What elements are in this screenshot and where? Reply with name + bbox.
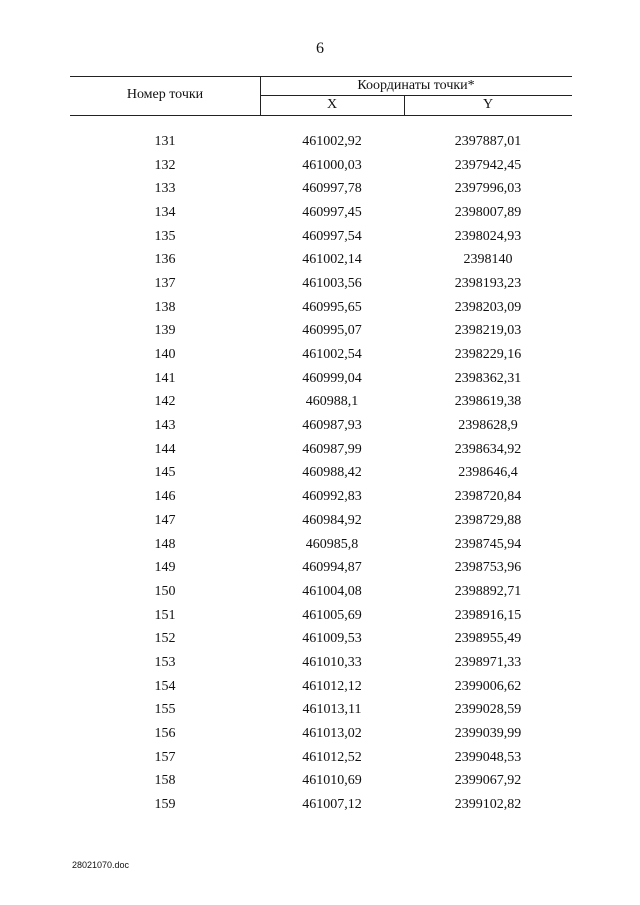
point-number-cell: 155 bbox=[154, 702, 176, 718]
y-coordinate-cell: 2397996,03 bbox=[454, 181, 522, 197]
y-coordinate-cell: 2399028,59 bbox=[454, 702, 522, 718]
y-coordinate-cell: 2398745,94 bbox=[454, 536, 522, 552]
x-coordinate-cell: 460987,99 bbox=[302, 441, 362, 457]
point-number-cell: 151 bbox=[154, 607, 176, 623]
x-coordinate-cell: 460997,54 bbox=[302, 228, 362, 244]
x-coordinate-cell: 461013,02 bbox=[302, 726, 362, 742]
header-bottom-rule bbox=[70, 115, 572, 116]
y-coordinate-cell: 2398203,09 bbox=[454, 299, 522, 315]
x-coordinate-cell: 461013,11 bbox=[302, 702, 362, 718]
x-coordinate-cell: 461002,14 bbox=[302, 252, 362, 268]
x-coordinate-cell: 460984,92 bbox=[302, 512, 362, 528]
y-coordinate-cell: 2398362,31 bbox=[454, 370, 522, 386]
point-number-cell: 139 bbox=[154, 323, 176, 339]
header-top-rule bbox=[70, 76, 572, 77]
y-coordinate-cell: 2397942,45 bbox=[454, 157, 522, 173]
point-number-cell: 141 bbox=[154, 370, 176, 386]
point-number-cell: 146 bbox=[154, 489, 176, 505]
table-row bbox=[70, 651, 572, 675]
y-coordinate-cell: 2398229,16 bbox=[454, 347, 522, 363]
table-row bbox=[70, 533, 572, 557]
x-coordinate-cell: 460988,1 bbox=[305, 394, 359, 410]
point-number-cell: 154 bbox=[154, 678, 176, 694]
point-number-cell: 159 bbox=[154, 797, 176, 813]
table-row bbox=[70, 556, 572, 580]
y-coordinate-cell: 2398892,71 bbox=[454, 583, 522, 599]
y-coordinate-cell: 2398916,15 bbox=[454, 607, 522, 623]
point-number-cell: 153 bbox=[154, 654, 176, 670]
point-number-header: Номер точки bbox=[126, 87, 204, 102]
table-row bbox=[70, 130, 572, 154]
x-coordinate-cell: 460997,45 bbox=[302, 204, 362, 220]
point-number-cell: 132 bbox=[154, 157, 176, 173]
x-coordinate-cell: 460999,04 bbox=[302, 370, 362, 386]
table-header bbox=[70, 76, 572, 116]
table-row bbox=[70, 320, 572, 344]
y-coordinate-cell: 2399067,92 bbox=[454, 773, 522, 789]
point-number-cell: 147 bbox=[154, 512, 176, 528]
y-coordinate-cell: 2398729,88 bbox=[454, 512, 522, 528]
x-coordinate-cell: 461009,53 bbox=[302, 631, 362, 647]
point-number-cell: 136 bbox=[154, 252, 176, 268]
point-number-cell: 148 bbox=[154, 536, 176, 552]
y-coordinate-cell: 2398971,33 bbox=[454, 654, 522, 670]
table-row bbox=[70, 462, 572, 486]
x-coordinate-cell: 460988,42 bbox=[302, 465, 362, 481]
table-row bbox=[70, 367, 572, 391]
y-coordinate-cell: 2398219,03 bbox=[454, 323, 522, 339]
coordinates-table-body bbox=[70, 130, 572, 817]
x-coordinate-cell: 460994,87 bbox=[302, 560, 362, 576]
table-row bbox=[70, 770, 572, 794]
point-number-cell: 152 bbox=[154, 631, 176, 647]
table-row bbox=[70, 722, 572, 746]
y-coordinate-cell: 2398193,23 bbox=[454, 275, 522, 291]
x-header: X bbox=[326, 97, 338, 112]
x-coordinate-cell: 460985,8 bbox=[305, 536, 359, 552]
x-coordinate-cell: 460992,83 bbox=[302, 489, 362, 505]
point-number-cell: 134 bbox=[154, 204, 176, 220]
point-number-cell: 150 bbox=[154, 583, 176, 599]
table-row bbox=[70, 201, 572, 225]
y-header: Y bbox=[482, 97, 494, 112]
x-coordinate-cell: 460995,65 bbox=[302, 299, 362, 315]
x-coordinate-cell: 460987,93 bbox=[302, 418, 362, 434]
y-coordinate-cell: 2399102,82 bbox=[454, 797, 522, 813]
y-coordinate-cell: 2398753,96 bbox=[454, 560, 522, 576]
page-number: 6 bbox=[316, 40, 324, 57]
table-row bbox=[70, 793, 572, 817]
coordinates-header: Координаты точки* bbox=[357, 78, 475, 93]
table-row bbox=[70, 699, 572, 723]
y-coordinate-cell: 2398634,92 bbox=[454, 441, 522, 457]
table-row bbox=[70, 272, 572, 296]
x-coordinate-cell: 461002,92 bbox=[302, 133, 362, 149]
table-row bbox=[70, 485, 572, 509]
y-coordinate-cell: 2397887,01 bbox=[454, 133, 522, 149]
point-number-cell: 135 bbox=[154, 228, 176, 244]
x-coordinate-cell: 461012,52 bbox=[302, 749, 362, 765]
point-number-cell: 158 bbox=[154, 773, 176, 789]
x-coordinate-cell: 461002,54 bbox=[302, 347, 362, 363]
point-number-cell: 137 bbox=[154, 275, 176, 291]
point-number-cell: 143 bbox=[154, 418, 176, 434]
point-number-cell: 144 bbox=[154, 441, 176, 457]
file-name-footer: 28021070.doc bbox=[72, 860, 130, 870]
point-number-cell: 142 bbox=[154, 394, 176, 410]
y-coordinate-cell: 2398619,38 bbox=[454, 394, 522, 410]
x-coordinate-cell: 461012,12 bbox=[302, 678, 362, 694]
table-row bbox=[70, 627, 572, 651]
x-coordinate-cell: 460995,07 bbox=[302, 323, 362, 339]
y-coordinate-cell: 2399039,99 bbox=[454, 726, 522, 742]
point-number-cell: 131 bbox=[154, 133, 176, 149]
table-row bbox=[70, 509, 572, 533]
table-row bbox=[70, 438, 572, 462]
table-row bbox=[70, 675, 572, 699]
x-coordinate-cell: 461007,12 bbox=[302, 797, 362, 813]
y-coordinate-cell: 2399048,53 bbox=[454, 749, 522, 765]
table-row bbox=[70, 391, 572, 415]
header-sub-rule bbox=[260, 95, 572, 96]
table-row bbox=[70, 604, 572, 628]
point-number-cell: 157 bbox=[154, 749, 176, 765]
table-row bbox=[70, 248, 572, 272]
point-number-cell: 140 bbox=[154, 347, 176, 363]
table-row bbox=[70, 154, 572, 178]
y-coordinate-cell: 2399006,62 bbox=[454, 678, 522, 694]
table-row bbox=[70, 296, 572, 320]
x-coordinate-cell: 461004,08 bbox=[302, 583, 362, 599]
table-row bbox=[70, 746, 572, 770]
point-number-cell: 156 bbox=[154, 726, 176, 742]
x-coordinate-cell: 461005,69 bbox=[302, 607, 362, 623]
y-coordinate-cell: 2398720,84 bbox=[454, 489, 522, 505]
point-number-cell: 138 bbox=[154, 299, 176, 315]
y-coordinate-cell: 2398955,49 bbox=[454, 631, 522, 647]
y-coordinate-cell: 2398007,89 bbox=[454, 204, 522, 220]
y-coordinate-cell: 2398140 bbox=[463, 252, 513, 268]
x-coordinate-cell: 461003,56 bbox=[302, 275, 362, 291]
table-row bbox=[70, 580, 572, 604]
y-coordinate-cell: 2398024,93 bbox=[454, 228, 522, 244]
point-number-cell: 133 bbox=[154, 181, 176, 197]
y-coordinate-cell: 2398646,4 bbox=[458, 465, 518, 481]
point-number-cell: 149 bbox=[154, 560, 176, 576]
table-row bbox=[70, 343, 572, 367]
y-coordinate-cell: 2398628,9 bbox=[458, 418, 518, 434]
point-number-cell: 145 bbox=[154, 465, 176, 481]
table-row bbox=[70, 414, 572, 438]
x-coordinate-cell: 461010,33 bbox=[302, 654, 362, 670]
table-row bbox=[70, 225, 572, 249]
table-row bbox=[70, 177, 572, 201]
x-coordinate-cell: 460997,78 bbox=[302, 181, 362, 197]
x-coordinate-cell: 461010,69 bbox=[302, 773, 362, 789]
x-coordinate-cell: 461000,03 bbox=[302, 157, 362, 173]
